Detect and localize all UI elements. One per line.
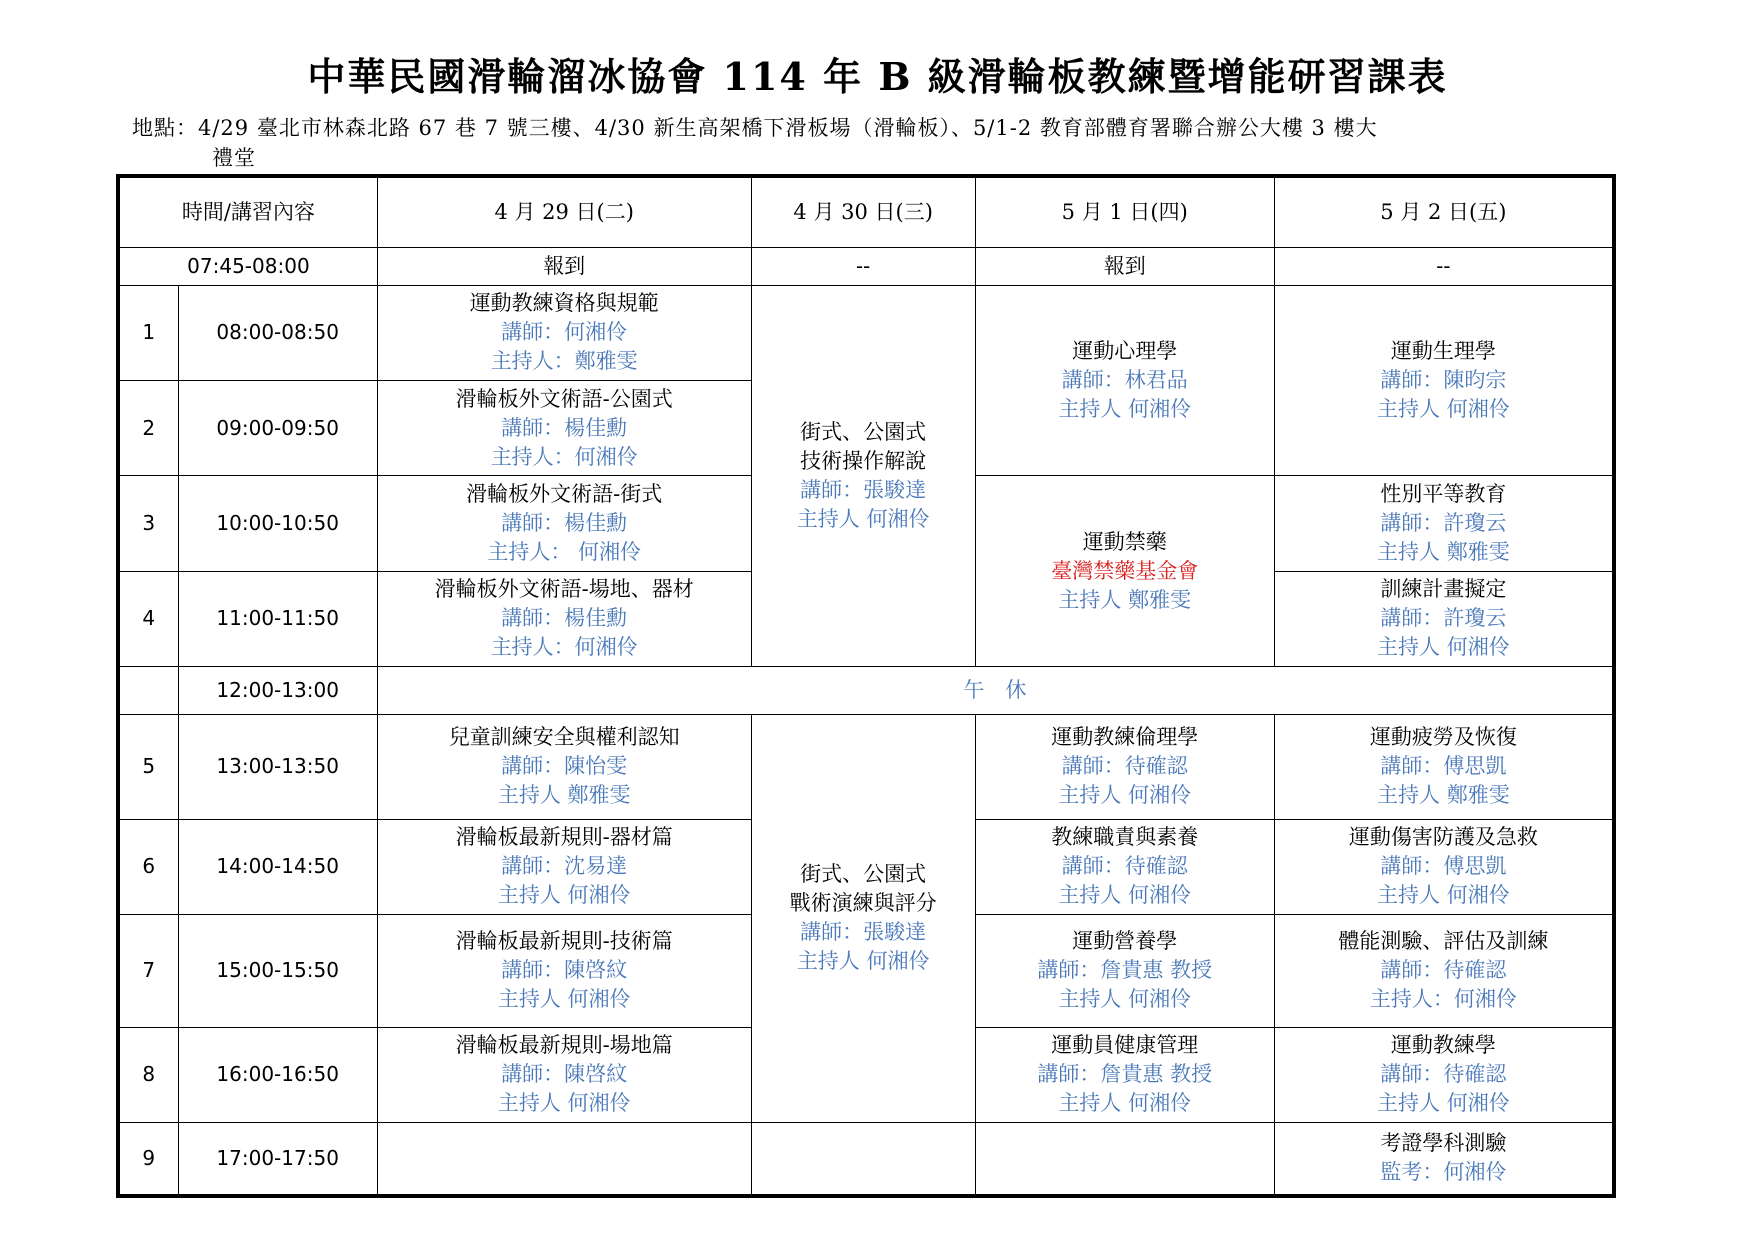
checkin-row [118,247,1614,285]
period-time: 10:00-10:50 [178,476,377,571]
session-cell [975,1027,1274,1122]
session-lecturer: 講師：詹貴惠 教授 [1037,1062,1213,1087]
session-title-2: 戰術演練與評分 [789,891,937,916]
location-text [132,113,1632,173]
session-title: 運動營養學 [1072,929,1178,954]
session-cell [975,476,1274,667]
session-host: 主持人 何湘伶 [1377,397,1510,422]
session-cell-apr30-morning [751,285,975,666]
table-row [118,1122,1614,1196]
session-title: 街式、公園式 [800,419,927,444]
session-cell [1274,285,1614,476]
session-title: 體能測驗、評估及訓練 [1338,929,1549,954]
session-host: 主持人 鄭雅雯 [497,783,631,808]
session-cell-apr30-afternoon [751,714,975,1122]
session-title: 運動心理學 [1072,339,1178,364]
session-title: 運動教練資格與規範 [469,291,659,316]
session-cell [377,381,751,476]
period-number [118,666,178,714]
period-time: 09:00-09:50 [178,381,377,476]
schedule-table [116,174,1616,1198]
period-number: 8 [118,1027,178,1122]
session-cell [1274,819,1614,914]
period-time: 14:00-14:50 [178,819,377,914]
checkin-time: 07:45-08:00 [118,247,377,285]
session-lecturer: 講師：楊佳勳 [501,415,628,440]
period-time: 08:00-08:50 [178,285,377,380]
session-title: 性別平等教育 [1380,482,1507,507]
session-host: 主持人 何湘伶 [1058,987,1192,1012]
session-host: 主持人 何湘伶 [1058,783,1192,808]
session-lecturer: 講師：許瓊云 [1380,511,1507,536]
session-host: 主持人 何湘伶 [1058,883,1192,908]
session-title: 滑輪板最新規則-器材篇 [455,825,673,850]
session-title: 運動生理學 [1390,339,1496,364]
session-cell [377,571,751,666]
period-number: 5 [118,714,178,819]
header-day-apr29: 4 月 29 日(二) [377,176,751,247]
header-row [118,176,1614,247]
session-cell [377,285,751,380]
session-lecturer: 講師：楊佳勳 [501,606,628,631]
session-cell [377,1027,751,1122]
session-host: 主持人 何湘伶 [497,987,631,1012]
period-number: 1 [118,285,178,380]
session-host: 主持人 鄭雅雯 [1058,587,1192,612]
session-lecturer: 講師：許瓊云 [1380,606,1507,631]
session-host: 主持人：何湘伶 [490,635,638,660]
session-title: 滑輪板外文術語-場地、器材 [434,577,694,602]
session-lecturer: 講師：待確認 [1061,854,1188,879]
session-organization: 臺灣禁藥基金會 [1051,558,1199,583]
period-number: 2 [118,381,178,476]
session-cell [975,819,1274,914]
empty-cell [377,1122,751,1196]
period-time: 17:00-17:50 [178,1122,377,1196]
session-title: 運動教練學 [1390,1033,1496,1058]
session-lecturer: 講師：傅思凱 [1380,754,1507,779]
empty-cell [751,1122,975,1196]
session-host: 主持人：何湘伶 [490,444,638,469]
table-row [118,285,1614,380]
checkin-may1: 報到 [975,247,1274,285]
session-title: 兒童訓練安全與權利認知 [448,725,680,750]
period-time: 11:00-11:50 [178,571,377,666]
session-host: 主持人 何湘伶 [1058,397,1192,422]
session-cell [1274,1027,1614,1122]
session-title: 運動疲勞及恢復 [1369,725,1517,750]
session-title-2: 技術操作解說 [800,448,927,473]
session-title: 滑輪板最新規則-場地篇 [455,1033,673,1058]
session-lecturer: 講師：何湘伶 [501,320,628,345]
session-title: 滑輪板外文術語-街式 [466,482,663,507]
table-row [118,714,1614,819]
session-lecturer: 講師：待確認 [1380,1062,1507,1087]
session-title: 教練職責與素養 [1051,825,1199,850]
session-host: 主持人 何湘伶 [796,506,930,531]
location-line-1: 地點：4/29 臺北市林森北路 67 巷 7 號三樓、4/30 新生高架橋下滑板場（滑輪板）、5/1-2 教育部體育署聯合辦公大樓 3 樓大 [132,116,1378,140]
period-number: 9 [118,1122,178,1196]
session-cell [1274,914,1614,1027]
session-cell [377,476,751,571]
page-title: 中華民國滑輪溜冰協會 114 年 B 級滑輪板教練暨增能研習課表 [307,54,1448,99]
session-host: 主持人：何湘伶 [1369,987,1517,1012]
session-title: 訓練計畫擬定 [1380,577,1507,602]
period-number: 6 [118,819,178,914]
session-lecturer: 講師：陳昀宗 [1380,368,1507,393]
session-cell [1274,714,1614,819]
session-cell [975,714,1274,819]
session-host: 主持人： 何湘伶 [487,540,642,565]
period-time: 13:00-13:50 [178,714,377,819]
session-host: 主持人 何湘伶 [1058,1091,1192,1116]
session-cell [1274,476,1614,571]
session-cell [377,819,751,914]
empty-cell [975,1122,1274,1196]
session-lecturer: 講師：待確認 [1061,754,1188,779]
session-title: 滑輪板外文術語-公園式 [455,386,673,411]
session-host: 主持人：鄭雅雯 [490,349,638,374]
session-host: 主持人 何湘伶 [796,949,930,974]
session-lecturer: 講師：陳怡雯 [501,754,628,779]
session-lecturer: 講師：張駿達 [800,920,927,945]
header-time-content: 時間/講習內容 [118,176,377,247]
session-host: 主持人 何湘伶 [497,883,631,908]
lunch-row [118,666,1614,714]
checkin-may2: -- [1274,247,1614,285]
session-lecturer: 講師：沈易達 [501,854,628,879]
session-host: 主持人 鄭雅雯 [1377,540,1510,565]
session-host: 主持人 何湘伶 [1377,883,1510,908]
header-day-apr30: 4 月 30 日(三) [751,176,975,247]
checkin-apr30: -- [751,247,975,285]
session-proctor: 監考：何湘伶 [1380,1160,1507,1185]
session-title: 運動傷害防護及急救 [1348,825,1538,850]
session-host: 主持人 何湘伶 [1377,1091,1510,1116]
session-title: 街式、公園式 [800,862,927,887]
session-title: 考證學科測驗 [1380,1131,1507,1156]
session-lecturer: 講師：林君品 [1061,368,1188,393]
period-number: 7 [118,914,178,1027]
session-lecturer: 講師：詹貴惠 教授 [1037,958,1213,983]
session-cell [377,714,751,819]
period-number: 4 [118,571,178,666]
checkin-apr29: 報到 [377,247,751,285]
session-lecturer: 講師：楊佳勳 [501,511,628,536]
session-title: 滑輪板最新規則-技術篇 [455,929,673,954]
session-host: 主持人 何湘伶 [1377,635,1510,660]
session-lecturer: 講師：傅思凱 [1380,854,1507,879]
period-time: 15:00-15:50 [178,914,377,1027]
session-cell [975,914,1274,1027]
session-cell [377,914,751,1027]
session-title: 運動禁藥 [1082,529,1167,554]
session-cell [1274,571,1614,666]
period-time: 16:00-16:50 [178,1027,377,1122]
period-number: 3 [118,476,178,571]
lunch-label: 午 休 [377,666,1614,714]
session-lecturer: 講師：待確認 [1380,958,1507,983]
header-day-may1: 5 月 1 日(四) [975,176,1274,247]
session-lecturer: 講師：張駿達 [800,477,927,502]
session-host: 主持人 鄭雅雯 [1377,783,1510,808]
header-day-may2: 5 月 2 日(五) [1274,176,1614,247]
session-title: 運動員健康管理 [1051,1033,1199,1058]
location-line-2: 禮堂 [212,146,256,170]
session-cell [1274,1122,1614,1196]
session-cell [975,285,1274,476]
session-lecturer: 講師：陳啓紋 [501,1062,628,1087]
period-time: 12:00-13:00 [178,666,377,714]
session-host: 主持人 何湘伶 [497,1091,631,1116]
session-title: 運動教練倫理學 [1051,725,1199,750]
session-lecturer: 講師：陳啓紋 [501,958,628,983]
